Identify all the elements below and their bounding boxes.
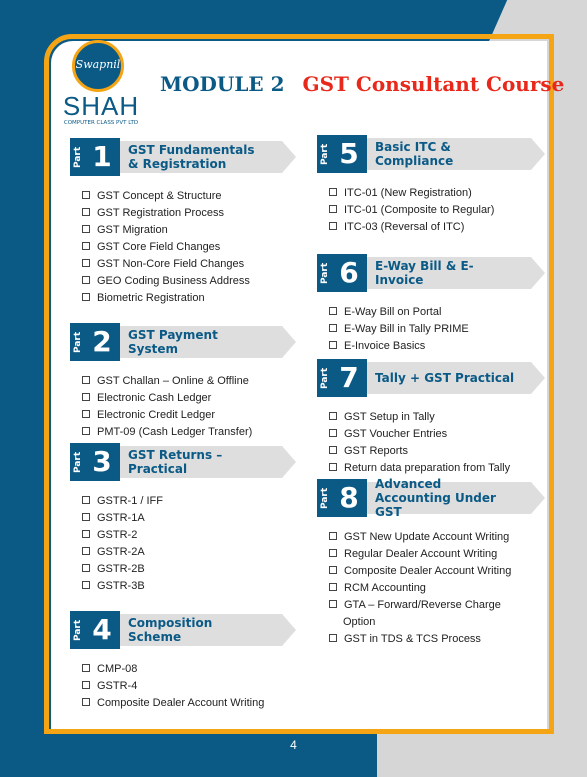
section-title: GST Payment System xyxy=(128,328,218,356)
list-item: Return data preparation from Tally xyxy=(329,460,510,477)
list-item: Electronic Credit Ledger xyxy=(82,407,252,424)
section-header xyxy=(317,479,529,517)
logo-subtitle: COMPUTER CLASS PVT LTD xyxy=(63,120,139,126)
list-item: ITC-03 (Reversal of ITC) xyxy=(329,219,494,236)
list-item: Regular Dealer Account Writing xyxy=(329,546,529,563)
section-part-6 xyxy=(317,254,474,355)
list-item: RCM Accounting xyxy=(329,580,529,597)
part-number: 2 xyxy=(92,325,112,358)
part-number: 4 xyxy=(92,613,112,646)
logo xyxy=(58,40,144,130)
course-name: GST Consultant Course xyxy=(302,72,565,96)
section-part-5 xyxy=(317,135,494,236)
part-tab xyxy=(70,138,120,176)
part-label: Part xyxy=(73,331,83,353)
part-tab xyxy=(317,135,367,173)
part-label: Part xyxy=(320,262,330,284)
part-label: Part xyxy=(73,451,83,473)
part-tab xyxy=(70,443,120,481)
list-item: GST Setup in Tally xyxy=(329,409,510,426)
part-tab xyxy=(70,611,120,649)
section-part-3 xyxy=(70,443,223,595)
list-item: Biometric Registration xyxy=(82,290,250,307)
list-item: E-Way Bill on Portal xyxy=(329,304,469,321)
section-header xyxy=(317,254,474,292)
logo-emblem-icon xyxy=(72,40,124,92)
section-part-7 xyxy=(317,359,515,477)
list-item: Electronic Cash Ledger xyxy=(82,390,252,407)
section-part-4 xyxy=(70,611,264,712)
list-item: GSTR-2B xyxy=(82,561,163,578)
section-part-2 xyxy=(70,323,252,441)
part-number: 3 xyxy=(92,445,112,478)
section-title: GST Returns – Practical xyxy=(128,448,223,476)
part-number: 5 xyxy=(339,137,359,170)
list-item: GST Core Field Changes xyxy=(82,239,250,256)
list-item: PMT-09 (Cash Ledger Transfer) xyxy=(82,424,252,441)
list-item: E-Way Bill in Tally PRIME xyxy=(329,321,469,338)
topic-list xyxy=(82,373,252,441)
part-number: 7 xyxy=(339,361,359,394)
topic-list xyxy=(329,529,529,648)
logo-script: Swapnil xyxy=(75,58,121,71)
section-title: Tally + GST Practical xyxy=(375,371,515,385)
list-item: GST Reports xyxy=(329,443,510,460)
list-item: GST Challan – Online & Offline xyxy=(82,373,252,390)
part-label: Part xyxy=(73,619,83,641)
topic-list xyxy=(329,185,494,236)
part-number: 6 xyxy=(339,256,359,289)
topic-list xyxy=(82,188,250,307)
list-item: GSTR-1 / IFF xyxy=(82,493,163,510)
section-title: Basic ITC & Compliance xyxy=(375,140,454,168)
list-item: GSTR-4 xyxy=(82,678,264,695)
section-title: GST Fundamentals & Registration xyxy=(128,143,255,171)
list-item: GSTR-2A xyxy=(82,544,163,561)
list-item: Composite Dealer Account Writing xyxy=(329,563,529,580)
section-header xyxy=(70,323,252,361)
section-header xyxy=(70,611,264,649)
list-item: E-Invoice Basics xyxy=(329,338,469,355)
list-item: Composite Dealer Account Writing xyxy=(82,695,264,712)
part-number: 8 xyxy=(339,481,359,514)
section-title: Composition Scheme xyxy=(128,616,213,644)
topic-list xyxy=(82,493,163,595)
list-item: GST New Update Account Writing xyxy=(329,529,529,546)
section-header xyxy=(70,443,223,481)
list-item: GSTR-2 xyxy=(82,527,163,544)
list-item: GST Registration Process xyxy=(82,205,250,222)
list-item: GST Concept & Structure xyxy=(82,188,250,205)
list-item: GST Migration xyxy=(82,222,250,239)
part-tab xyxy=(317,359,367,397)
part-label: Part xyxy=(320,367,330,389)
section-title: E-Way Bill & E-Invoice xyxy=(375,259,474,287)
list-item: GST Voucher Entries xyxy=(329,426,510,443)
list-item: GST in TDS & TCS Process xyxy=(329,631,529,648)
section-part-8 xyxy=(317,479,529,648)
list-item: GST Non-Core Field Changes xyxy=(82,256,250,273)
list-item: GEO Coding Business Address xyxy=(82,273,250,290)
section-header xyxy=(317,135,494,173)
section-header xyxy=(317,359,515,397)
topic-list xyxy=(329,304,469,355)
logo-word: SHAH xyxy=(62,91,140,121)
part-tab xyxy=(317,254,367,292)
section-part-1 xyxy=(70,138,255,307)
page-title xyxy=(160,72,564,96)
list-item: CMP-08 xyxy=(82,661,264,678)
list-item: GTA – Forward/Reverse Charge Option xyxy=(329,597,529,631)
part-label: Part xyxy=(320,487,330,509)
section-title: Advanced Accounting Under GST xyxy=(375,477,496,519)
part-label: Part xyxy=(73,146,83,168)
part-tab xyxy=(70,323,120,361)
list-item: GSTR-3B xyxy=(82,578,163,595)
list-item: ITC-01 (New Registration) xyxy=(329,185,494,202)
module-label: MODULE 2 xyxy=(160,72,285,96)
section-header xyxy=(70,138,255,176)
part-label: Part xyxy=(320,143,330,165)
list-item: GSTR-1A xyxy=(82,510,163,527)
page-number: 4 xyxy=(290,738,297,752)
topic-list xyxy=(329,409,510,477)
part-number: 1 xyxy=(92,140,112,173)
part-tab xyxy=(317,479,367,517)
list-item: ITC-01 (Composite to Regular) xyxy=(329,202,494,219)
topic-list xyxy=(82,661,264,712)
